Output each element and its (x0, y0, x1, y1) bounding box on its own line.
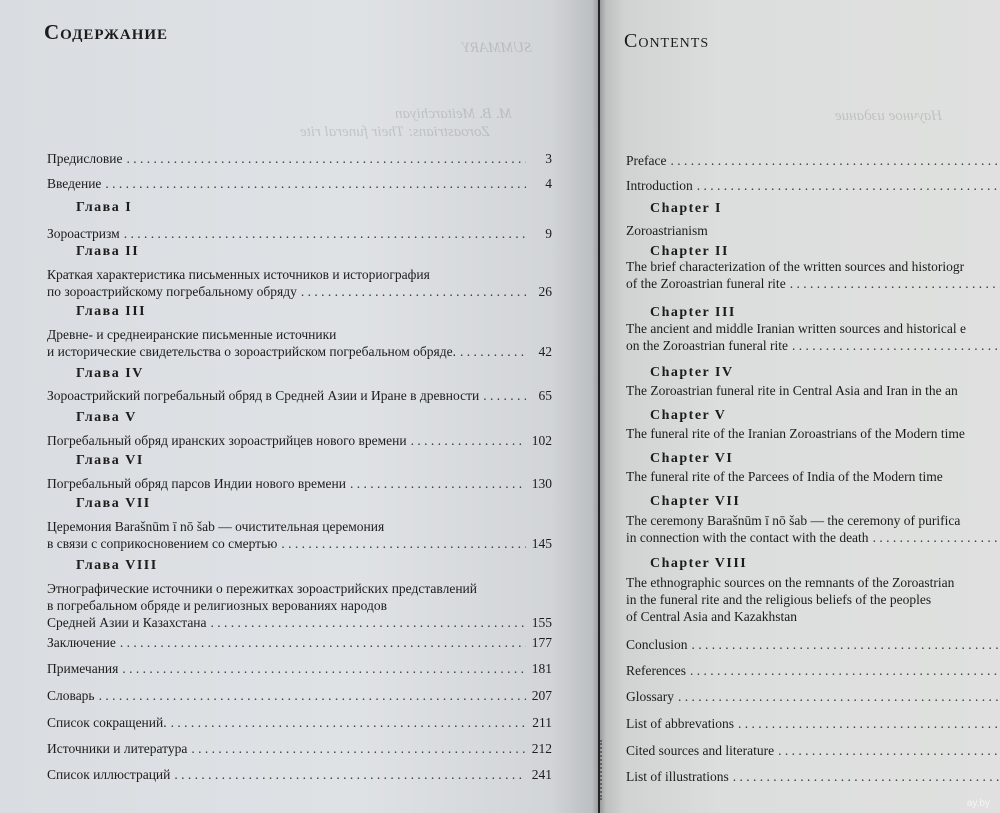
toc-entry[interactable] (47, 714, 552, 731)
page-title-ru: Содержание (44, 20, 169, 44)
toc-entry[interactable] (47, 150, 552, 167)
toc-entry[interactable] (47, 326, 552, 360)
entry-title: Cited sources and literature (626, 743, 775, 758)
entry-title: The funeral rite of the Parcees of India of the Modern time (626, 469, 943, 484)
book-gutter (592, 0, 606, 813)
entry-title: Preface (626, 153, 667, 168)
page-number: 26 (538, 284, 552, 299)
entry-title: The Zoroastrian funeral rite in Central Asia and Iran in the an (626, 383, 958, 398)
toc-entry[interactable] (47, 387, 552, 404)
entry-title: References (626, 663, 686, 678)
chapter-label: Глава I (76, 200, 133, 215)
entry-title: Источники и литература (47, 741, 188, 756)
page-number: 241 (531, 767, 552, 782)
toc-entry[interactable] (626, 258, 1000, 292)
entry-title: in connection with the contact with the death (626, 530, 869, 545)
page-number: 207 (531, 688, 552, 703)
toc-entry[interactable] (47, 687, 552, 704)
entry-title: Список сокращений. (47, 715, 167, 730)
chapter-label: Chapter II (650, 244, 729, 259)
chapter-label: Chapter V (650, 408, 727, 423)
toc-entry[interactable] (626, 425, 1000, 442)
entry-title: Зороастризм (47, 226, 120, 241)
entry-title: The funeral rite of the Iranian Zoroastrians of the Modern time (626, 426, 965, 441)
bleed-through-summary: SUMMARY (462, 40, 532, 56)
entry-title-line: Церемония Barašnūm ī nō šab — очистительная церемония (47, 519, 385, 534)
toc-entry[interactable] (626, 468, 1000, 485)
toc-entry[interactable] (47, 660, 552, 677)
toc-entry[interactable] (626, 742, 1000, 759)
toc-entry[interactable] (626, 512, 1000, 546)
toc-entry[interactable] (47, 175, 552, 192)
entry-title: Средней Азии и Казахстана (47, 615, 207, 630)
toc-entry[interactable] (47, 475, 552, 492)
chapter-label: Chapter IV (650, 365, 734, 380)
toc-entry[interactable] (47, 580, 552, 631)
chapter-label: Глава VIII (76, 558, 158, 573)
entry-title-line: Этнографические источники о пережитках зороастрийских представлений (47, 581, 477, 596)
entry-title: Список иллюстраций (47, 767, 171, 782)
entry-title: и исторические свидетельства о зороастрийском погребальном обряде. (47, 344, 456, 359)
entry-title: of Central Asia and Kazakhstan (626, 609, 797, 624)
entry-title: по зороастрийскому погребальному обряду (47, 284, 297, 299)
page-number: 211 (532, 715, 552, 730)
toc-entry[interactable] (47, 225, 552, 242)
entry-title: List of illustrations (626, 769, 729, 784)
toc-entry[interactable] (626, 688, 1000, 705)
toc-entry[interactable] (47, 634, 552, 651)
toc-entry[interactable] (626, 715, 1000, 732)
watermark: ay.by (966, 798, 990, 809)
entry-title: Словарь (47, 688, 95, 703)
entry-title-line: The ethnographic sources on the remnants of the Zoroastrian (626, 575, 955, 590)
entry-title: of the Zoroastrian funeral rite (626, 276, 786, 291)
entry-title: List of abbrevations (626, 716, 734, 731)
bleed-through-title: Zoroastrians: Their funeral rite (300, 124, 490, 140)
page-number: 212 (531, 741, 552, 756)
page-number: 4 (545, 176, 552, 191)
chapter-label: Глава VII (76, 496, 151, 511)
entry-title: Заключение (47, 635, 116, 650)
chapter-label: Chapter VI (650, 451, 734, 466)
entry-title-line: The ancient and middle Iranian written sources and historical e (626, 321, 966, 336)
toc-entry[interactable] (626, 222, 1000, 239)
entry-title: Conclusion (626, 637, 688, 652)
entry-title-line: Древне- и среднеиранские письменные источники (47, 327, 337, 342)
entry-title: Примечания (47, 661, 119, 676)
page-number: 177 (531, 635, 552, 650)
toc-entry[interactable] (47, 432, 552, 449)
chapter-label: Глава V (76, 410, 137, 425)
entry-title: Introduction (626, 178, 693, 193)
page-number: 181 (531, 661, 552, 676)
toc-entry[interactable] (626, 636, 1000, 653)
page-number: 145 (531, 536, 552, 551)
chapter-label: Глава VI (76, 453, 144, 468)
entry-title: Glossary (626, 689, 674, 704)
entry-title-line: Краткая характеристика письменных источников и историография (47, 267, 430, 282)
toc-entry[interactable] (626, 574, 1000, 625)
chapter-label: Глава IV (76, 366, 144, 381)
entry-title-line: in the funeral rite and the religious beliefs of the peoples (626, 592, 932, 607)
page-number: 65 (538, 388, 552, 403)
page-number: 155 (531, 615, 552, 630)
chapter-label: Глава III (76, 304, 147, 319)
chapter-label: Глава II (76, 244, 140, 259)
entry-title: Погребальный обряд парсов Индии нового времени (47, 476, 346, 491)
chapter-label: Chapter I (650, 201, 722, 216)
right-page (600, 0, 1000, 813)
toc-entry[interactable] (626, 768, 1000, 785)
entry-title: в связи с соприкосновением со смертью (47, 536, 278, 551)
page-number: 3 (545, 151, 552, 166)
page-title-en: Contents (624, 30, 710, 52)
toc-entry[interactable] (626, 382, 1000, 399)
page-number: 42 (538, 344, 552, 359)
entry-title: Зороастрийский погребальный обряд в Средней Азии и Иране в древности (47, 388, 480, 403)
entry-title: on the Zoroastrian funeral rite (626, 338, 788, 353)
page-number: 102 (531, 433, 552, 448)
entry-title: Погребальный обряд иранских зороастрийцев нового времени (47, 433, 407, 448)
page-number: 9 (545, 226, 552, 241)
toc-entry[interactable] (626, 152, 1000, 169)
chapter-label: Chapter VIII (650, 556, 748, 571)
entry-title: Предисловие (47, 151, 123, 166)
toc-entry[interactable] (626, 320, 1000, 354)
toc-entry[interactable] (47, 766, 552, 783)
toc-entry[interactable] (47, 518, 552, 552)
bleed-through-fragment: Научное издание (835, 108, 943, 124)
toc-entry[interactable] (626, 177, 1000, 194)
entry-title-line: The ceremony Barašnūm ī nō šab — the ceremony of purifica (626, 513, 961, 528)
chapter-label: Chapter VII (650, 494, 741, 509)
chapter-label: Chapter III (650, 305, 736, 320)
bleed-through-author: M. B. Meitarchiyan (395, 106, 512, 122)
entry-title-line: в погребальном обряде и религиозных верованиях народов (47, 598, 387, 613)
entry-title: Zoroastrianism (626, 223, 708, 238)
page-number: 130 (531, 476, 552, 491)
toc-entry[interactable] (47, 740, 552, 757)
entry-title-line: The brief characterization of the written sources and historiogr (626, 259, 965, 274)
entry-title: Введение (47, 176, 102, 191)
toc-entry[interactable] (47, 266, 552, 300)
toc-entry[interactable] (626, 662, 1000, 679)
